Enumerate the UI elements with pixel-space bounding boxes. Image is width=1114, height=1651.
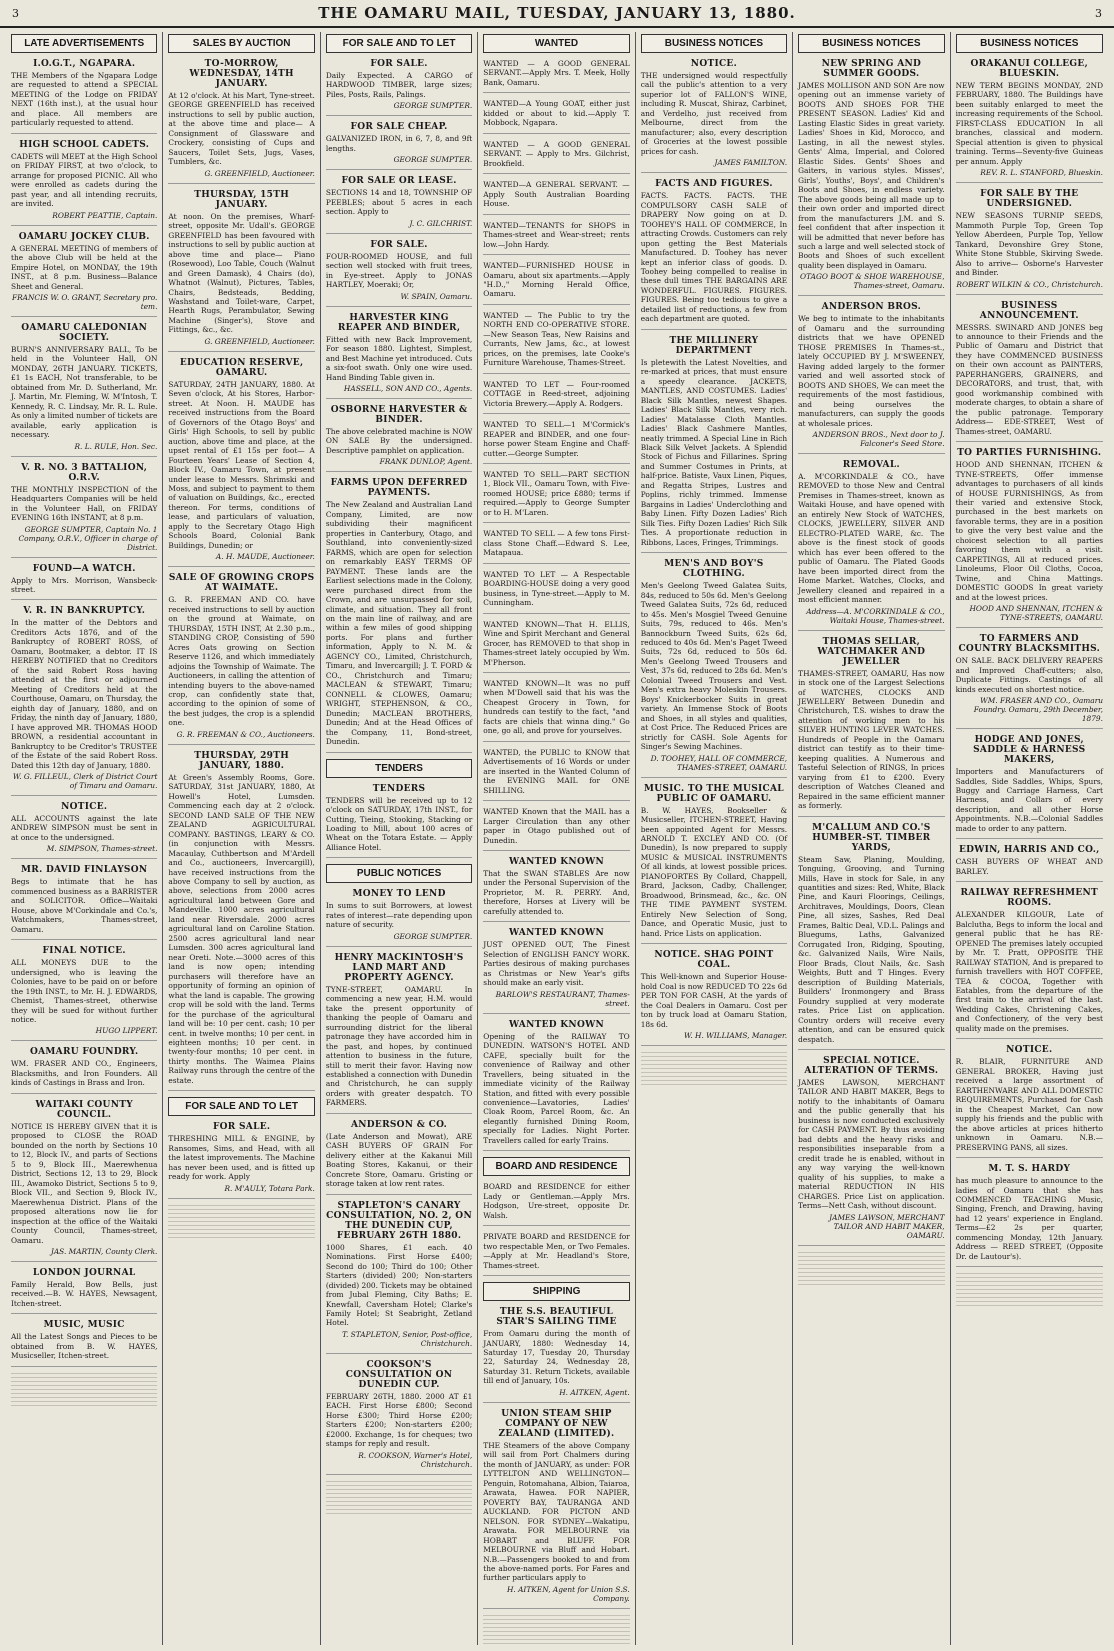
continued-text <box>798 1252 944 1286</box>
ad-signature: D. TOOHEY, HALL OF COMMERCE, THAMES-STREET, OAMARU. <box>650 753 788 772</box>
ad-signature: W. SPAIN, Oamaru. <box>400 291 473 301</box>
ad-title: WANTED KNOWN <box>508 928 605 939</box>
advertisement <box>483 420 629 464</box>
ad-body: THE MONTHLY INSPECTION of the Headquarters Companies will be held in the Volunteer Hall, on FRIDAY EVENING 16th INSTANT, at 8 p.m. <box>11 484 158 523</box>
ad-signature: M. SIMPSON, Thames-street. <box>46 844 158 854</box>
advertisement <box>326 478 472 752</box>
ad-title: MUSIC. TO THE MUSICAL PUBLIC OF OAMARU. <box>643 783 784 804</box>
ad-body: A GENERAL MEETING of members of the above Club will be held at the Empire Hotel, on MONDAY, the 19th INST., at 8 p.m. Business—Balance Sheet and General. <box>11 243 158 291</box>
ad-body: HOOD AND SHENNAN, ITCHEN & TYNE-STREETS, Offer immense advantages to purchasers of all kinds of HOUSE FURNISHINGS, As from their varied and extensive Stock, purchased in the best markets on favorable terms, they are in a position to give the very best value and the choicest selection to all parties favoring them with a visit. CARPETINGS, All at reduced prices. Linoleums, Floor Oil Cloths, Cocoa, Twine, and China Mattings. DOMESTIC GOODS In great variety and at the lowest prices. <box>955 460 1103 602</box>
ad-title: FINAL NOTICE. <box>42 946 126 957</box>
advertisement <box>956 845 1103 882</box>
advertisement <box>326 59 472 116</box>
ad-signature: G. GREENFIELD, Auctioneer. <box>204 168 315 178</box>
section-heading: SALES BY AUCTION <box>168 34 314 53</box>
ad-title: MEN'S AND BOY'S CLOTHING. <box>664 559 764 580</box>
advertisement <box>798 59 944 296</box>
ad-title: NEW SPRING AND SUMMER GOODS. <box>821 59 922 79</box>
ad-signature: GEORGE SUMPTER. <box>393 155 473 165</box>
ad-body: Opening of the RAILWAY TO DUNEDIN. WATSON'S HOTEL AND CAFE, specially built for the convenience of Railway and other Travellers, being situated in the immediate vicinity of the Railway Station, and fitted with every possible convenience—Lavatories, Ladies' Cloak Room, Parcel Room, &c. An elegantly furnished Dining Room, specially for Ladies. Night Porter. Travellers called for early Trains. <box>483 1031 630 1145</box>
ad-title: NOTICE. <box>1006 1045 1053 1056</box>
ad-body: THRESHING MILL & ENGINE, by Ransomes, Sims, and Head, with all the latest improvements. The Machine has never been used, and is fitted up ready for work. Apply <box>168 1134 315 1182</box>
ad-title: LONDON JOURNAL <box>32 1267 136 1278</box>
ad-signature: G. GREENFIELD, Auctioneer. <box>204 336 315 346</box>
advertisement <box>168 358 314 567</box>
advertisement <box>483 59 629 93</box>
ad-body: WANTED TO SELL — A few tons First-class Stone Chaff.—Edward S. Lee, Matapaua. <box>483 529 630 558</box>
ad-title: THURSDAY, 29TH JANUARY, 1880. <box>194 750 290 771</box>
ad-body: JUST OPENED OUT, The Finest Selection of ENGLISH FANCY WORK. Parties desirous of making purchases as Christmas or New Year's gifts should make an early visit. <box>483 940 630 988</box>
ad-body: A. M'CORKINDALE & CO., have REMOVED to those New and Central Premises in Thames-street, known as Waitaki House, and have opened with an entirely New Stock of WATCHES, CLOCKS, JEWELLERY, SILVER AND ELECTRO-PLATED WARE, &c. The above is the finest stock of goods which has ever been offered to the public of Oamaru. The Plated Goods have been imported direct from the Home Market. Watches, Clocks, and Jewellery cleaned and repaired in a most efficient manner. <box>798 472 945 605</box>
advertisement <box>483 1307 629 1403</box>
ad-title: NOTICE. SHAG POINT COAL. <box>654 950 774 971</box>
advertisement <box>483 928 629 1013</box>
continued-text <box>956 1273 1103 1307</box>
ad-body: WANTED TO LET — Four-roomed COTTAGE in Reed-street, adjoining Victoria Brewery.—Apply A. Rodgers. <box>483 379 630 408</box>
ad-body: Is pletewith the Latest Novelties, and re-marked at prices, that must ensure a speedy clearance. JACKETS, MANTLES, AND COSTUMES. Ladies' Black Silk Mantles, newest Shapes. Ladies' Black Silk Mantles, very rich. Ladies' Matalasse Cloth Mantles. Ladies' Black Cashmere Mantles, neatly trimmed. A Special Line in Rich Black Silk Velvet Jackets. A Splendid Stock of Fichus and Fillarines. Spring and Summer Costumes in Prints, at half-price. Batiste, Vaux Linen, Piques, and Regatta Stripes, Lustres and Poplins, richly trimmed. Immense Bargains in Ladies' Underclothing and Baby Linen. Fifty Dozen Ladies' Rich Silk Ties. Fifty Dozen Ladies' Rich Silk Ties. A proportionate reduction in Ribbons, Laces, Fringes, Trimmings. <box>640 357 788 547</box>
section-heading: PUBLIC NOTICES <box>326 864 472 883</box>
advertisement <box>326 953 472 1114</box>
ad-signature: W. H. WILLIAMS, Manager. <box>684 1030 788 1040</box>
ad-title: WAITAKI COUNTY COUNCIL. <box>35 1099 133 1120</box>
ad-body: This Well-known and Superior House-hold Coal is now REDUCED TO 22s 6d PER TON FOR CASH, At the yards of the Coal Dealers in Oamaru. Cost per ton by truck load at Oamaru Station, 18s 6d. <box>640 972 788 1029</box>
ad-signature: JAMES FAMILTON. <box>714 158 788 168</box>
ad-title: NOTICE. <box>61 801 108 812</box>
ad-body: THE undersigned would respectfully call the public's attention to a very superior lot of FALLON'S WINE, including R. Muscat, Shiraz, Carbinet, and Verdelho, just received from Melbourne, direct from the manufacturer; also, every description of Groceries at the lowest possible prices for cash. <box>640 71 788 156</box>
column-3 <box>321 32 478 1645</box>
ad-body: FEBRUARY 26TH, 1880. 2000 AT £1 EACH. First Horse £800; Second Horse £300; Third Horse £200; Starters £200; Non-starters £200; £2000. Exchange, 1s for cheques; two stamps for reply and result. <box>325 1391 473 1449</box>
ad-body: 1000 Shares, £1 each. 40 Nominations. First Horse £400; Second do 100; Third do 100; Other Starters (divided) 200; Non-starters (divided) 200. Tickets may be obtained from Jubal Fleming, City Baths; E. Knewfall, Caversham Hotel; Clarke's Family Hotel; St Seabright, Zetland Hotel. <box>325 1242 473 1328</box>
ad-signature: G. R. FREEMAN & CO., Auctioneers. <box>176 729 315 739</box>
advertisement <box>168 573 314 745</box>
ad-body: GALVANIZED IRON, in 6, 7, 8, and 9ft lengths. <box>325 134 473 153</box>
ad-body: ALL MONEYS DUE to the undersigned, who is leaving the Colonies, have to be paid on or before the 19th INST., to Mr. H. J. EDWARDS, Chemist, Thames-street, otherwise they will be sued for without further notice. <box>11 958 158 1024</box>
ad-body: FACTS. FACTS. FACTS. THE COMPULSORY CASH SALE of DRAPERY Now going on at D. TOOHEY'S HALL OF COMMERCE, In attracting Crowds. Customers can rely upon getting the Best Materials Manufactured. D. Toohey has never kept an inferior class of goods. D. Toohey being compelled to realise in these dull times THE BARGAINS ARE WONDERFUL. FIGURES. FIGURES. FIGURES. Being too tedious to give a detailed list of reductions, a few from each department are quoted. <box>640 191 788 324</box>
section-heading: FOR SALE AND TO LET <box>168 1097 314 1116</box>
section-heading: WANTED <box>483 34 629 53</box>
ad-body: From Oamaru during the month of JANUARY, 1880: Wednesday 14, Saturday 17, Tuesday 20, Thursday 22, Saturday 24, Wednesday 28, Saturday 31. Return Tickets, available till end of January, 10s. <box>483 1329 630 1386</box>
advertisement <box>641 784 787 945</box>
ad-body: ON SALE. BACK DELIVERY REAPERS and Improved Chaff-cutters; also, Duplicate Fittings. Castings of all kinds executed on shortest notice. <box>955 656 1103 694</box>
section-heading: BUSINESS NOTICES <box>956 34 1103 53</box>
ad-body: THE Members of the Ngapara Lodge are requested to attend a SPECIAL MEETING of the Lodge on FRIDAY NEXT (16th inst.), at the usual hour and place. All members are particularly requested to attend. <box>11 71 158 128</box>
column-1 <box>6 32 163 1645</box>
ad-signature: JAS. MARTIN, County Clerk. <box>50 1246 158 1256</box>
advertisement <box>483 180 629 214</box>
columns <box>6 32 1108 1645</box>
advertisement <box>641 559 787 777</box>
advertisement <box>11 1268 157 1314</box>
page-number-left: 3 <box>12 6 19 20</box>
advertisement <box>11 1047 157 1093</box>
ad-title: THE S.S. BEAUTIFUL STAR'S SAILING TIME <box>496 1307 617 1328</box>
ad-body: WM. FRASER AND CO., Engineers, Blacksmiths, and Iron Founders. All kinds of Castings in Brass and Iron. <box>11 1059 158 1088</box>
continued-text <box>168 1205 314 1239</box>
advertisement <box>168 190 314 352</box>
ad-body: BOARD and RESIDENCE for either Lady or Gentleman.—Apply Mrs. Hodgson, Ure-street, opposite Dr. Walsh. <box>483 1182 630 1220</box>
advertisement <box>483 529 629 563</box>
ad-title: FOR SALE. <box>370 59 428 69</box>
ad-body: Men's Geelong Tweed Galatea Suits, 84s, reduced to 50s 6d. Men's Geelong Tweed Galatea Suits, 72s 6d, reduced to 45s. Men's Mosgiel Tweed Genuine Suits, 79s, reduced to 46s. Men's Bannockburn Tweed Suits, 62s 6d, reduced to 40s 6d. Men's Paget Tweed Suits, 72s 6d, reduced to 50s 6d. Men's Geelong Tweed Trousers and Vest, 37s 6d, reduced to 28s 6d. Men's Colonial Tweed Trousers and Vest. Men's extra heavy Moleskin Trousers. Boys' Knickerbocker Suits in great variety. An Immense Stock of Boots and Shoes, in all styles and qualities, at Cost Price. The Reduced Prices are strictly for CASH. Sole Agents for Singer's Sewing Machines. <box>640 581 788 752</box>
advertisement <box>956 735 1103 839</box>
advertisement <box>11 1100 157 1262</box>
ad-title: FOR SALE. <box>212 1122 271 1133</box>
ad-body: NEW TERM BEGINS MONDAY, 2ND FEBRUARY, 1880. The Buildings have been suitably enlarged to meet the increasing requirements of the School. FIRST-CLASS EDUCATION In all branches, classical and modern. Special attention is given to physical training. Terms—Seventy-five Guineas per annum. Apply <box>955 81 1103 166</box>
ad-body: WANTED — A GOOD GENERAL SERVANT.—Apply Mrs. T. Meek, Holly Bank, Oamaru. <box>483 59 630 87</box>
advertisement <box>956 59 1103 183</box>
ad-body: JAMES MOLLISON AND SON Are now opening out an immense variety of BOOTS AND SHOES FOR THE PRESENT SEASON. Ladies' Kid and Lasting Elastic Sides in great variety. Ladies' Shoes in Kid, Morocco, and Lasting, in all the newest styles. Gents' Alma, Imperial, and Colored Elastic Sides. Gents' Shoes and Gaiters, in various styles. Misses', Girls', Youths', Boys', and Children's Boots and Shoes, in endless variety. The above goods being all made up to their own order and imported direct from the manufacturers J.M. and S. feel confident that after inspection it will be admitted that never before has such a large and well selected stock of Boots and Shoes of such excellent quality been displayed in Oamaru. <box>798 81 945 270</box>
ad-title: EDUCATION RESERVE, OAMARU. <box>179 357 304 378</box>
ad-title: HIGH SCHOOL CADETS. <box>19 139 150 150</box>
advertisement <box>11 1320 157 1366</box>
ad-title: THOMAS SELLAR, WATCHMAKER AND JEWELLER <box>817 636 926 667</box>
ad-title: FARMS UPON DEFERRED PAYMENTS. <box>330 478 468 499</box>
ad-body: All the Latest Songs and Pieces to be obtained from B. W. HAYES, Musicseller, Itchen-street. <box>11 1332 158 1361</box>
ad-body: G. R. FREEMAN AND CO. have received instructions to sell by auction on the ground at Waimate, on THURSDAY, 15TH INST, At 2.30 p.m., STANDING CROP, Consisting of 590 Acres Oats growing on Section Reserve 1126, and which immediately adjoins the Township of Waimate. The Auctioneers, in calling the attention of intending buyers to the above-named crop, can confidently state that, according to the opinion of some of the best judges, the crop is a splendid one. <box>168 595 315 728</box>
ad-title: TO PARTIES FURNISHING. <box>957 448 1102 459</box>
advertisement <box>956 1164 1103 1267</box>
ad-body: ALL ACCOUNTS against the late ANDREW SIMPSON must be sent in at once to the undersigned. <box>11 813 158 842</box>
advertisement <box>168 1122 314 1198</box>
ad-body: We beg to intimate to the inhabitants of Oamaru and the surrounding districts that we have OPENED THOSE PREMISES In Thames-st., lately OCCUPIED BY J. M'SWEENEY, Having added largely to the former varied and well assorted stock of BOOTS AND SHOES, We can meet the requirements of the most fastidious, and being ourselves the manufacturers, can supply the goods at wholesale prices. <box>798 314 945 428</box>
ad-title: ORAKANUI COLLEGE, BLUESKIN. <box>970 59 1089 79</box>
section-heading: TENDERS <box>326 759 472 778</box>
ad-signature: HOOD AND SHENNAN, ITCHEN & TYNE-STREETS, OAMARU. <box>969 604 1103 623</box>
ad-body: Begs to intimate that he has commenced business as a BARRISTER and SOLICITOR. Office—Waitaki House, above M'Corkindale and Co.'s, Watchmakers, Thames-street, Oamaru. <box>11 877 158 934</box>
ad-signature: R. M'AULY, Totara Park. <box>224 1183 315 1193</box>
ad-body: WANTED, the PUBLIC to KNOW that Advertisements of 16 Words or under are inserted in the Wanted Column of the EVENING MAIL for ONE SHILLING. <box>483 747 630 795</box>
advertisement <box>798 1056 944 1246</box>
ad-signature: Address—A. M'CORKINDALE & CO., Waitaki House, Thames-street. <box>806 606 945 625</box>
ad-body: SECTIONS 14 and 18, TOWNSHIP OF PEEBLES; about 5 acres in each section. Apply to <box>325 188 473 217</box>
ad-body: CASH BUYERS OF WHEAT AND BARLEY. <box>955 857 1103 876</box>
column-7 <box>951 32 1108 1645</box>
ad-title: FOR SALE BY THE UNDERSIGNED. <box>980 189 1079 210</box>
advertisement <box>483 221 629 255</box>
ad-title: BUSINESS ANNOUNCEMENT. <box>979 300 1079 321</box>
column-5 <box>636 32 793 1645</box>
ad-body: B. W. HAYES, Bookseller & Musicseller, ITCHEN-STREET, Having been appointed Agent for Messrs. ARNOLD T. EXCLEY AND CO. (Of Dunedin), Is now prepared to supply MUSIC & MUSICAL INSTRUMENTS Of all kinds, at lowest possible prices. PIANOFORTES By Collard, Chappell, Brard, Jackson, Cadby, Challenger, Broadwood, Brinsmead, &c., &c. ON THE TIME PAYMENT SYSTEM. Entirely New Selection of Song, Dance, and Operatic Music, just to hand. Price Lists on application. <box>640 805 788 938</box>
advertisement <box>483 1232 629 1276</box>
ad-body: NOTICE IS HEREBY GIVEN that it is proposed to CLOSE the ROAD bounded on the north by Sections 10 to 12, Block IV., and parts of Sections 5 to 9, Block III., Maerewhenua District, Sections 12, 13 to 29, Block III., Awamoko District, Sections 5 to 9, Block VII., and Section 9, Block IV., Maerewhenua District. Plans of the proposed alterations now lie for inspection at the office of the Waitaki County Council, Thames-street, Oamaru. <box>11 1121 158 1245</box>
section-heading: SHIPPING <box>483 1282 629 1301</box>
ad-signature: ROBERT WILKIN & CO., Christchurch. <box>956 279 1103 289</box>
advertisement <box>168 751 314 1091</box>
ad-body: has much pleasure to announce to the ladies of Oamaru that she has COMMENCED TEACHING Music, Singing, French, and Drawing, having had 12 years' experience in England. Terms—£2 2s per quarter, commencing Monday, 12th January. Address — REED STREET, (Opposite Dr. de Lautour's). <box>955 1176 1103 1261</box>
ad-signature: W. G. FILLEUL, Clerk of District Court of Timaru and Oamaru. <box>12 771 158 790</box>
ad-signature: T. STAPLETON, Senior, Post-office, Christchurch. <box>342 1329 473 1348</box>
ad-body: At Green's Assembly Rooms, Gore. SATURDAY, 31st JANUARY, 1880, At Howell's Hotel, Lumsden. Commencing each day at 2 o'clock. SECOND LAND SALE OF THE NEW ZEALAND AGRICULTURAL COMPANY. BASTINGS, LEARY & CO. (in conjunction with Messrs. Macaulay, Cuthbertson and M'Ardell and Co., auctioneers, Invercargill), have received instructions from the above Company to sell by auction, as above, selections from 2000 acres agricultural land between Gore and Mandeville. 1000 acres agricultural land near Riversdale. 2000 acres agricultural land on Caroline Station. 2500 acres agricultural land near Lumsden. 300 acres agricultural land near Oreti. Note.—3000 acres of this land is now open; intending purchasers will therefore have an opportunity of forming an opinion of what the land is capable. The growing crop will be sold with the land. Terms for the purchase of the agricultural land will be: 10 per cent. cash; 10 per cent. in twelve months; 10 per cent. in eighteen months; 10 per cent. in twenty-four months; 10 per cent. in thirty months. The Waimea Plains Railway runs through the centre of the estate. <box>168 772 315 1085</box>
ad-title: ANDERSON & CO. <box>351 1119 448 1130</box>
advertisement <box>326 1360 472 1475</box>
advertisement <box>483 570 629 614</box>
column-2 <box>163 32 320 1645</box>
advertisement <box>956 1045 1103 1158</box>
ad-body: At noon. On the premises, Wharf-street, opposite Mr. Udall's. GEORGE GREENFIELD has been favoured with instructions to sell by public auction at above time and place— Piano (Rosewood), Loo Table, Couch (Walnut and Green Damask), 4 Chairs (do), Whatnot (Walnut), Pictures, Tables, Chairs, Bedsteads, Bedding, Washstand and Toilet-ware, Carpet, Hearth Rugs, Perambulator, Sewing Machine (Singer's), Stove and Fittings, &c., &c. <box>168 211 315 335</box>
advertisement <box>326 405 472 472</box>
advertisement <box>483 1020 629 1152</box>
advertisement <box>483 470 629 523</box>
section-heading: LATE ADVERTISEMENTS <box>11 34 157 53</box>
section-heading: FOR SALE AND TO LET <box>326 34 472 53</box>
ad-title: UNION STEAM SHIP COMPANY OF NEW ZEALAND (LIMITED). <box>498 1408 615 1439</box>
advertisement <box>11 59 157 134</box>
ad-title: I.O.G.T., NGAPARA. <box>33 59 136 69</box>
ad-title: HENRY MACKINTOSH'S LAND MART AND PROPERTY AGENCY. <box>334 952 464 983</box>
ad-body: The New Zealand and Australian Land Company, Limited, are now subdividing their magnificent properties in Canterbury, Otago, and Southland, into conveniently-sized FARMS, which are open for selection on remarkably EASY TERMS OF PAYMENT. These lands are the Earliest selections made in the Colony, were purchased direct from the Crown, and are unsurpassed for soil, climate, and situation. They all front on the main line of railway, and are within a few miles of good shipping ports. For plans and further information, Apply to N. M. & AGENCY CO., Limited, Christchurch, Timaru, and Invercargill; J. T. FORD & CO., Christchurch and Timaru; MACLEAN & STEWART, Timaru; CONNELL & CLOWES, Oamaru; WRIGHT, STEPHENSON, & CO., Dunedin; MACLEAN BROTHERS, Dunedin; And at the Head Offices of the Company, 11, Bond-street, Dunedin. <box>325 500 473 747</box>
ad-body: ALEXANDER KILGOUR, Late of Balclutha, Begs to inform the local and general public that he has RE-OPENED The premises lately occupied by Mr. T. Pratt, OPPOSITE THE RAILWAY STATION, And is prepared to furnish travellers with HOT COFFEE, TEA & COCOA, Together with Eatables, from the departure of the first train to the arrival of the last. Wedding Cakes, Christening Cakes, and Confectionery, of the very best quality made on the premises. <box>955 910 1103 1033</box>
ad-title: FOR SALE CHEAP. <box>350 122 448 133</box>
ad-body: WANTED—TENANTS for SHOPS in Thames-street and Wear-street; rents low.—John Hardy. <box>483 220 630 249</box>
ad-signature: GEORGE SUMPTER, Captain No. 1 Company, O.R.V., Officer in charge of District. <box>18 524 158 552</box>
section-heading: BOARD AND RESIDENCE <box>483 1157 629 1176</box>
ad-signature: BARLOW'S RESTAURANT, Thames-street. <box>495 989 630 1008</box>
advertisement <box>11 564 157 601</box>
advertisement <box>483 380 629 414</box>
ad-body: TENDERS will be received up to 12 o'clock on SATURDAY, 17th INST., for Cutting, Tieing, Stooking, Stacking or Loading to Mill, about 100 acres of Wheat on the Totara Estate. — Apply Alliance Hotel. <box>325 795 473 852</box>
advertisement <box>641 336 787 553</box>
advertisement <box>483 857 629 922</box>
advertisement <box>483 99 629 133</box>
ad-body: WANTED KNOWN—That H. ELLIS, Wine and Spirit Merchant and General Grocer, has REMOVED to that shop in Thames-street lately occupied by Wm. M'Pherson. <box>483 619 630 667</box>
ad-body: WANTED TO SELL—PART SECTION 1, Block VII., Oamaru Town, with Five-roomed HOUSE; price £880; terms if required.—Apply to George Sumpter or to H. M'Laren. <box>483 470 630 517</box>
ad-title: HARVESTER KING REAPER AND BINDER, <box>337 312 461 333</box>
advertisement <box>641 59 787 173</box>
ad-title: COOKSON'S CONSULTATION ON DUNEDIN CUP. <box>345 1359 453 1390</box>
advertisement <box>326 1201 472 1354</box>
ad-title: M. T. S. HARDY <box>988 1164 1071 1175</box>
ad-body: NEW SEASONS TURNIP SEEDS, Mammoth Purple Top, Green Top Yellow Aberdeen, Purple Top, Yellow Tankard, Devonshire Grey Stone, White Stone Stubble, Skirving Swede. Also to arrive— Osborne's Harvester and Binder. <box>955 211 1103 278</box>
ad-body: In sums to suit Borrowers, at lowest rates of interest—rate depending upon nature of security. <box>325 901 473 930</box>
advertisement <box>956 634 1103 729</box>
ad-body: THAMES-STREET, OAMARU, Has now in stock one of the Largest Selections of WATCHES, CLOCKS AND JEWELLERY Between Dunedin and Christchurch, T.S. wishes to draw the attention of working men to his SILVER HUNTING LEVER WATCHES. Hundreds of People in the Oamaru district can testify as to their time-keeping qualities. A Numerous and Tasteful Selection of RINGS, In prices varying from £1 to £200. Every description of Watches Cleaned and Repaired in the same efficient manner as formerly. <box>798 668 945 811</box>
ad-title: TENDERS <box>372 783 426 794</box>
ad-body: In the matter of the Debtors and Creditors Acts 1876, and of the Bankruptcy of ROBERT ROSS, of Oamaru, Bootmaker, a debtor. IT IS HEREBY NOTIFIED that no Creditors of the said Robert Ross having attended at the first or adjourned Meeting of Creditors held at the Courthouse, Oamaru, on Thursday, the eighth day of January, 1880, and on Friday, the ninth day of January, 1880, I have approved MR. THOMAS HOOD BROWN, a residential accountant in Bankruptcy to be Creditor's TRUSTEE of the Estate of the said Robert Ross. Dated this 12th day of January, 1880. <box>11 618 158 770</box>
advertisement <box>641 950 787 1046</box>
ad-body: TYNE-STREET, OAMARU. In commencing a new year, H.M. would take the present opportunity of thanking the people of Oamaru and surrounding district for the liberal patronage they have accorded him in the past, and hopes, by continued attention to business in the future, still to merit their favor. Having now established a connection with Dunedin and Christchurch, he can supply orders with greater despatch. TO FARMERS. <box>325 984 473 1108</box>
ad-signature: OTAGO BOOT & SHOE WAREHOUSE, Thames-street, Oamaru. <box>800 272 945 291</box>
ad-signature: FRANK DUNLOP, Agent. <box>379 457 473 467</box>
ad-title: TO-MORROW, WEDNESDAY, 14TH JANUARY. <box>189 59 294 89</box>
advertisement <box>483 748 629 801</box>
ad-body: (Late Anderson and Mowat), ARE CASH BUYERS OF GRAIN For delivery either at the Kakanui Mill Boating Stores, Kakanui, or their Concrete Store, Oamaru. Gristing or storage taken at low rent rates. <box>325 1131 473 1189</box>
continued-text <box>11 1373 157 1407</box>
ad-body: WANTED — The Public to try the NORTH END CO-OPERATIVE STORE.—New Season Teas, New Raisins and Currants, New Jams, &c., at lowest prices, on the premises, late Cooke's Furniture Warehouse, Thames-Street. <box>483 310 630 368</box>
ad-title: EDWIN, HARRIS AND CO., <box>958 845 1100 856</box>
ad-title: THE MILLINERY DEPARTMENT <box>669 335 759 356</box>
newspaper-title: THE OAMARU MAIL, TUESDAY, JANUARY 13, 1880. <box>318 4 796 22</box>
continued-text <box>483 1615 629 1645</box>
column-6 <box>793 32 950 1645</box>
ad-signature: JAMES LAWSON, MERCHANT TAILOR AND HABIT MAKER, OAMARU. <box>829 1212 945 1240</box>
ad-signature: R. L. RULE, Hon. Sec. <box>74 441 158 451</box>
ad-signature: HASSELL, SON AND CO., Agents. <box>343 383 473 393</box>
advertisement <box>483 1182 629 1226</box>
ad-title: FOR SALE. <box>370 239 428 250</box>
advertisement <box>483 807 629 851</box>
ad-signature: REV. R. L. STANFORD, Blueskin. <box>980 168 1103 178</box>
ad-title: REMOVAL. <box>842 460 900 470</box>
advertisement <box>11 463 157 558</box>
ad-title: M'CALLUM AND CO.'S HUMBER-ST. TIMBER YARDS, <box>812 822 931 853</box>
advertisement <box>326 784 472 859</box>
advertisement <box>641 179 787 330</box>
advertisement <box>326 240 472 307</box>
ad-signature: GEORGE SUMPTER. <box>393 931 473 941</box>
ad-body: PRIVATE BOARD and RESIDENCE for two respectable Men, or Two Females.—Apply at Mr. Headland's Store, Thames-street. <box>483 1232 630 1270</box>
ad-body: WANTED Known that the MAIL has a Larger Circulation than any other paper in Otago published out of Dunedin. <box>483 807 630 845</box>
ad-body: JAMES LAWSON, MERCHANT TAILOR AND HABIT MAKER, Begs to notify to the inhabitants of Oamaru and the public generally that his business is now conducted exclusively for CASH PAYMENT. By thus avoiding bad debts and the heavy risks and responsibilities inseparable from a credit trade he is enabled, without in any way varying the well-known quality of his supplies, to make a material REDUCTION IN HIS CHARGES. Price List on application. Terms—Nett Cash, without discount. <box>798 1077 945 1211</box>
advertisement <box>798 302 944 454</box>
ad-body: SATURDAY, 24TH JANUARY, 1880. At Seven o'clock, At his Stores, Harbor-street. At Noon. H. MAUDE has received instructions from the Board of Governors of the Otago Boys' and Girls' High Schools, to sell by public auction, above time and place, at the upset rental of £1 15s per foot— A Fourteen Years' Lease of Section 4, Block IV., Oamaru Town, at present under lease to Messrs. Shrimski and Moss, and subject to payment to them of valuation on Buildings, &c., erected thereon. For terms, conditions of lease, and particulars of valuation, apply to the Secretary Otago High Schools Board, Colonial Bank Buildings, Dunedin; or <box>168 379 315 550</box>
ad-title: OAMARU JOCKEY CLUB. <box>18 231 150 242</box>
advertisement <box>326 1120 472 1195</box>
ad-signature: WM. FRASER AND CO., Oamaru Foundry. Oamaru, 29th December, 1879. <box>973 696 1103 724</box>
ad-signature: HUGO LIPPERT. <box>95 1026 158 1036</box>
advertisement <box>483 140 629 174</box>
ad-signature: GEORGE SUMPTER. <box>393 101 473 111</box>
ad-title: MONEY TO LEND <box>352 889 446 900</box>
ad-body: The above celebrated machine is NOW ON SALE By the undersigned. Descriptive pamphlet on application. <box>325 426 473 455</box>
ad-body: Steam Saw, Planing, Moulding, Tonguing, Grooving, and Turning Mills, Have in stock for Sale, in any quantities and sizes: Red, White, Black Pine, and Kauri Floorings, Ceilings, Architraves, Mouldings, Doors, Clean Pine, all sizes, Sashes, Red Deal Frames, Baltic Deal, V.D.L. Palings and Bluegums, Laths, Galvanized Corrugated Iron, Ridging, Spouting, &c. Galvanized Nails, Wire Nails, Floor Brads, Clout Nails, &c. Sash Weights, Butt and T Hinges. Every description of Building Materials, Builders' Ironmongery and Brass Foundry supplied at very moderate rates. Price List on application. Country orders will receive every attention, and can be ensured quick despatch. <box>798 854 945 1044</box>
ad-signature: H. AITKEN, Agent. <box>559 1387 630 1397</box>
ad-signature: FRANCIS W. O. GRANT, Secretary pro. tem. <box>11 292 158 311</box>
ad-body: WANTED TO LET — A Respectable BOARDING-HOUSE doing a very good business, in Tyne-street.—Apply to M. Cunningham. <box>483 569 630 608</box>
ad-title: WANTED KNOWN <box>508 1019 605 1030</box>
ad-title: OSBORNE HARVESTER & BINDER. <box>330 404 468 425</box>
ad-body: Importers and Manufacturers of Saddles, Side Saddles, Whips, Spurs, Buggy and Carriage Harness, Cart Harness, and Collars of every description, and all other Horse Appointments. N.B.—Colonial Saddles made to order to any pattern. <box>955 767 1103 833</box>
advertisement <box>326 122 472 170</box>
continued-text <box>641 1052 787 1086</box>
ad-title: HODGE AND JONES, SADDLE & HARNESS MAKERS, <box>973 735 1086 766</box>
section-heading: BUSINESS NOTICES <box>798 34 944 53</box>
ad-title: FOUND—A WATCH. <box>32 563 136 574</box>
column-4 <box>478 32 635 1645</box>
advertisement <box>11 606 157 796</box>
advertisement <box>798 823 944 1050</box>
ad-body: WANTED TO SELL—1 M'Cormick's REAPER and BINDER, and one four-horse power Steam Engine and Chaff-cutter.—George Sumpter. <box>483 420 630 458</box>
ad-title: STAPLETON'S CANARY CONSULTATION, NO. 2, ON THE DUNEDIN CUP, FEBRUARY 26TH 1880. <box>326 1200 472 1241</box>
ad-title: MR. DAVID FINLAYSON <box>21 865 148 876</box>
ad-title: RAILWAY REFRESHMENT ROOMS. <box>960 888 1099 909</box>
advertisement <box>956 888 1103 1039</box>
advertisement <box>326 313 472 399</box>
section-heading: BUSINESS NOTICES <box>641 34 787 53</box>
ad-title: NOTICE. <box>690 59 738 69</box>
advertisement <box>483 620 629 673</box>
ad-body: Apply to Mrs. Morrison, Wansbeck-street. <box>11 575 158 594</box>
ad-title: THURSDAY, 15TH JANUARY. <box>194 189 290 210</box>
ad-title: MUSIC, MUSIC <box>43 1320 125 1331</box>
ad-title: TO FARMERS AND COUNTRY BLACKSMITHS. <box>958 634 1101 655</box>
ad-body: Daily Expected. A CARGO of HARDWOOD TIMBER, large sizes; Piles, Posts, Rails, Palings. <box>325 71 473 99</box>
advertisement <box>483 311 629 374</box>
ad-body: That the SWAN STABLES Are now under the Personal Supervision of the Proprietor, M. R. PERRY. And, therefore, Horses at Livery will be carefully attended to. <box>483 869 630 916</box>
ad-body: THE Steamers of the above Company will sail from Port Chalmers during the month of JANUARY, as under: FOR LYTTELTON AND WELLINGTON—Penguin, Rotomahana, Albion, Taiaroa, Arawata, Hawea. FOR NAPIER, POVERTY BAY, TAURANGA AND AUCKLAND. FOR PICTON AND NELSON. FOR SYDNEY—Wakatipu, Arawata. FOR MELBOURNE via HOBART and BLUFF. FOR MELBOURNE via Bluff and Hobart. N.B.—Passengers booked to and from the above-named ports. For Fares and further particulars apply to <box>483 1440 630 1583</box>
ad-body: WANTED KNOWN—It was no puff when M'Dowell said that his was the Cheapest Grocery in Town, for hundreds can testify to the fact, "and facts are chiels that winna ding." Go one, go all, and prove for yourselves. <box>483 678 630 736</box>
continued-text <box>326 1481 472 1515</box>
advertisement <box>483 679 629 742</box>
ad-title: OAMARU CALEDONIAN SOCIETY. <box>21 322 148 343</box>
ad-signature: H. AITKEN, Agent for Union S.S. Company. <box>506 1584 630 1603</box>
ad-body: WANTED — A GOOD GENERAL SERVANT. — Apply to Mrs. Gilchrist, Brookfield. <box>483 139 630 168</box>
page-number-right: 3 <box>1094 6 1102 20</box>
advertisement <box>11 946 157 1041</box>
ad-signature: ANDERSON BROS., Next door to J. Falconer's Seed Store. <box>812 430 945 448</box>
ad-body: WANTED—A GENERAL SERVANT. — Apply South Australian Boarding House. <box>483 180 630 209</box>
ad-title: SPECIAL NOTICE. ALTERATION OF TERMS. <box>804 1055 939 1076</box>
ad-signature: A. H. MAUDE, Auctioneer. <box>215 552 315 562</box>
ad-title: V. R. IN BANKRUPTCY. <box>23 606 146 617</box>
ad-body: R. BLAIR, FURNITURE AND GENERAL BROKER, Having just received a large assortment of EARTHENWARE AND ALL DOMESTIC REQUIREMENTS, Purchased for Cash in the Cheapest Market, Can now supply his friends and the public with the above articles at prices hitherto unknown in Oamaru. N.B.—PRESERVING PANS, all sizes. <box>955 1057 1103 1152</box>
advertisement <box>168 59 314 184</box>
ad-title: ANDERSON BROS. <box>821 302 922 313</box>
advertisement <box>11 323 157 457</box>
advertisement <box>483 1409 629 1609</box>
ad-title: OAMARU FOUNDRY. <box>29 1047 139 1058</box>
ad-body: CADETS will MEET at the High School on FRIDAY FIRST, at two o'clock, to arrange for proposed PICNIC. All who were enrolled as cadets during the past year, and all intending recruits, are invited. <box>11 151 158 209</box>
ad-title: WANTED KNOWN <box>508 857 605 867</box>
ad-body: At 12 o'clock. At his Mart, Tyne-street. GEORGE GREENFIELD has received instructions to sell by public auction, at the above time and place— A Consignment of Glassware and Crockery, consisting of Cups and Saucers, Toilet Sets, Jugs, Vases, Tumblers, &c. <box>168 91 315 167</box>
ad-signature: J. C. GILCHRIST. <box>409 218 473 228</box>
advertisement <box>798 460 944 631</box>
ad-body: MESSRS. SWINARD AND JONES beg to announce to their Friends and the Public of Oamaru and District that they have COMMENCED BUSINESS on their own account as PAINTERS, PAPERHANGERS, GRAINERS, and DECORATORS, and trust, that, with good workmanship combined with moderate charges, to obtain a share of the public patronage. Temporary Address— EDE-STREET, West of Thames-street, OAMARU. <box>955 322 1103 436</box>
advertisement <box>11 232 157 317</box>
ad-signature: R. COOKSON, Warner's Hotel, Christchurch. <box>358 1450 473 1469</box>
ad-body: Fitted with new Back Improvement, For season 1880. Lightest, Simplest, and Best Machine yet introduced. Cuts a six-foot swath. Only one wire used. Hand Binding Table given in. <box>325 334 473 382</box>
ad-body: Family Herald, Bow Bells, just received.—B. W. HAYES, Newsagent, Itchen-street. <box>11 1279 158 1308</box>
ad-title: SALE OF GROWING CROPS AT WAIMATE. <box>168 573 315 594</box>
ad-title: V. R. NO. 3 BATTALION, O.R.V. <box>21 462 148 483</box>
advertisement <box>11 802 157 859</box>
advertisement <box>956 301 1103 443</box>
advertisement <box>483 261 629 305</box>
advertisement <box>956 448 1103 628</box>
advertisement <box>11 865 157 940</box>
ad-body: WANTED—A Young GOAT, either just kidded or about to kid.—Apply T. Mobbock, Ngapara. <box>483 99 630 128</box>
ad-title: FOR SALE OR LEASE. <box>341 176 457 187</box>
ad-signature: ROBERT PEATTIE, Captain. <box>52 210 158 220</box>
ad-body: BURN'S ANNIVERSARY BALL, To be held in the Volunteer Hall, ON MONDAY, 26TH JANUARY. TICKETS, £1 1s EACH, Not transferable, to be obtained from Mr. D. Sutherland, Mr. J. Martin, Mr. Fleming, W. M'Intosh, T. Kennedy, R. C. Lindsay, Mr. R. L. Rule. As only a limited number of tickets are available, early application is necessary. <box>11 344 158 440</box>
ad-title: FACTS AND FIGURES. <box>655 179 773 190</box>
advertisement <box>956 189 1103 294</box>
advertisement <box>798 637 944 817</box>
ad-body: FOUR-ROOMED HOUSE, and full section well stocked with fruit trees, in Eye-street. Apply to JONAS HARTLEY, Moeraki; Or, <box>325 251 473 290</box>
masthead <box>0 0 1114 28</box>
ad-body: WANTED—FURNISHED HOUSE in Oamaru, about six apartments.—Apply "H.D.," Morning Herald Office, Oamaru. <box>483 261 630 299</box>
advertisement <box>11 140 157 226</box>
advertisement <box>326 176 472 233</box>
advertisement <box>326 889 472 946</box>
